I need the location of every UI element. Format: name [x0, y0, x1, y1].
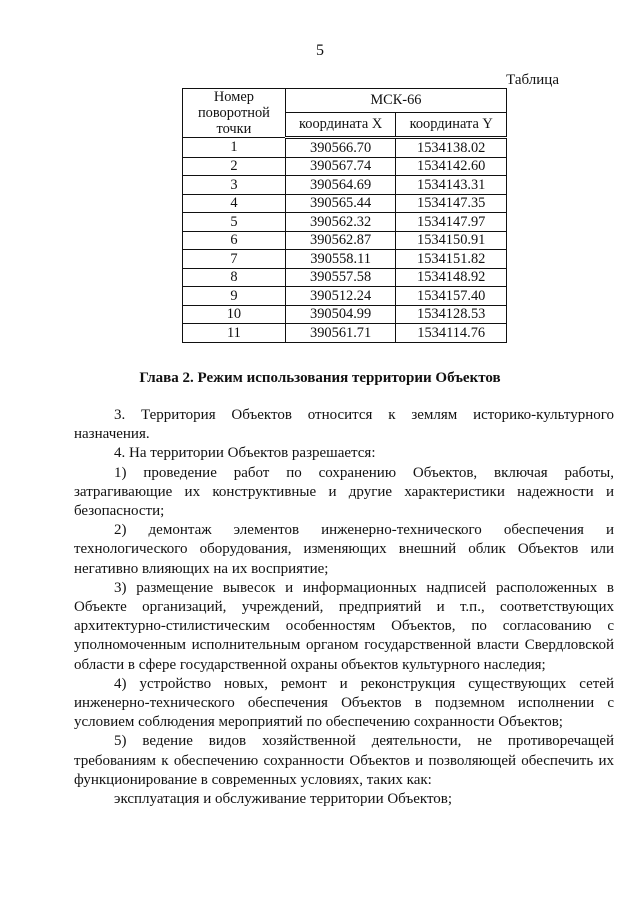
cell-point-number: 5 — [183, 213, 286, 232]
cell-point-number: 1 — [183, 138, 286, 158]
header-x: координата X — [285, 112, 396, 137]
cell-x: 390564.69 — [285, 176, 396, 195]
table-row — [183, 138, 507, 158]
cell-point-number: 3 — [183, 176, 286, 195]
chapter-heading: Глава 2. Режим использования территории Объектов — [139, 370, 501, 386]
cell-point-number: 11 — [183, 324, 286, 343]
table-row — [183, 176, 507, 195]
cell-point-number: 7 — [183, 250, 286, 269]
cell-point-number: 9 — [183, 287, 286, 306]
header-coordinate-system: МСК-66 — [285, 89, 506, 113]
item-5-sub-1: эксплуатация и обслуживание территории Объектов; — [114, 791, 453, 808]
header-y: координата Y — [396, 112, 507, 137]
table-row — [183, 287, 507, 306]
header-point-number: Номер поворотной точки — [183, 89, 286, 138]
body-text — [74, 406, 614, 809]
cell-x: 390512.24 — [285, 287, 396, 306]
cell-point-number: 10 — [183, 305, 286, 324]
cell-y: 1534147.97 — [396, 213, 507, 232]
cell-y: 1534128.53 — [396, 305, 507, 324]
table-row — [183, 194, 507, 213]
table-row — [183, 213, 507, 232]
cell-y: 1534157.40 — [396, 287, 507, 306]
table-row — [183, 231, 507, 250]
cell-y: 1534138.02 — [396, 138, 507, 158]
cell-x: 390565.44 — [285, 194, 396, 213]
table-row — [183, 324, 507, 343]
item-5: 5) ведение видов хозяйственной деятельности, не противоречащей требованиям к обеспечению сохранности Объектов и позволяющей обеспечить их функционирование в современных условиях, таких как: — [74, 733, 614, 788]
coordinates-body — [183, 138, 507, 343]
cell-y: 1534151.82 — [396, 250, 507, 269]
item-3: 3) размещение вывесок и информационных надписей расположенных в Объекте организаций, учреждений, предприятий и т.п., соответствующих архитектурно-стилистическим особенностям Объектов, по согласованию с уполномоченным исполнительным органом государственной власти Свердловской области в сфере государственной охраны объектов культурного наследия; — [74, 579, 614, 673]
cell-x: 390558.11 — [285, 250, 396, 269]
coordinates-table — [182, 88, 507, 343]
cell-y: 1534143.31 — [396, 176, 507, 195]
cell-x: 390557.58 — [285, 268, 396, 287]
cell-point-number: 8 — [183, 268, 286, 287]
cell-x: 390567.74 — [285, 157, 396, 176]
page-number: 5 — [316, 42, 324, 59]
table-row — [183, 250, 507, 269]
cell-x: 390504.99 — [285, 305, 396, 324]
cell-point-number: 4 — [183, 194, 286, 213]
cell-x: 390562.32 — [285, 213, 396, 232]
cell-point-number: 2 — [183, 157, 286, 176]
item-2: 2) демонтаж элементов инженерно-технического обеспечения и технологического оборудования, изменяющих внешний облик Объектов или негативно влияющих на их восприятие; — [74, 522, 614, 577]
cell-x: 390566.70 — [285, 138, 396, 158]
table-caption: Таблица — [506, 72, 559, 88]
cell-point-number: 6 — [183, 231, 286, 250]
cell-x: 390561.71 — [285, 324, 396, 343]
cell-y: 1534148.92 — [396, 268, 507, 287]
paragraph-3: 3. Территория Объектов относится к землям историко-культурного назначения. — [74, 407, 614, 443]
table-row — [183, 305, 507, 324]
item-1: 1) проведение работ по сохранению Объектов, включая работы, затрагивающие их конструктивные и другие характеристики надежности и безопасности; — [74, 464, 614, 520]
cell-x: 390562.87 — [285, 231, 396, 250]
item-4: 4) устройство новых, ремонт и реконструкция существующих сетей инженерно-технического обеспечения Объектов в подземном исполнении с условием соблюдения мероприятий по обеспечению сохранности Объектов; — [74, 675, 614, 731]
cell-y: 1534150.91 — [396, 231, 507, 250]
table-row — [183, 157, 507, 176]
table-row — [183, 268, 507, 287]
cell-y: 1534147.35 — [396, 194, 507, 213]
cell-y: 1534142.60 — [396, 157, 507, 176]
cell-y: 1534114.76 — [396, 324, 507, 343]
paragraph-4: 4. На территории Объектов разрешается: — [114, 445, 376, 462]
